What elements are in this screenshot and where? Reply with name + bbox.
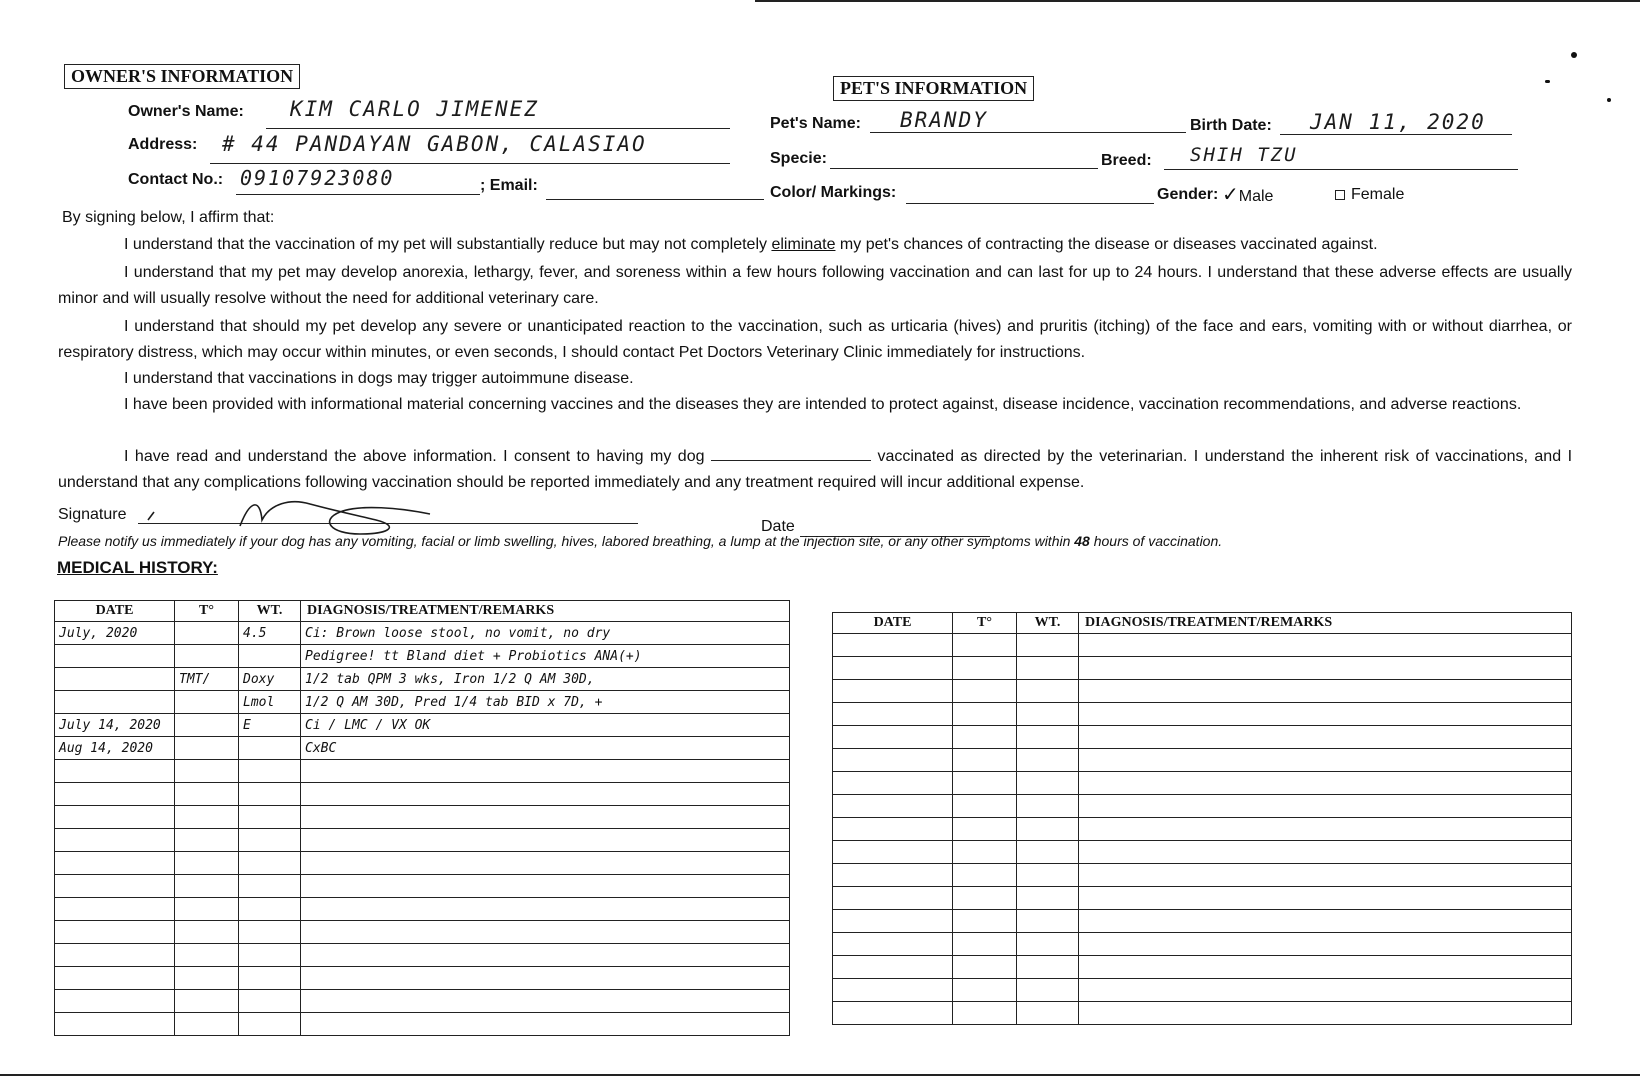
row-weight[interactable] xyxy=(239,967,301,990)
signature-label: Signature xyxy=(58,506,127,523)
row-weight[interactable] xyxy=(1017,818,1079,841)
contact-line xyxy=(236,194,480,195)
pet-info-header: PET'S INFORMATION xyxy=(833,76,1034,101)
row-remarks[interactable] xyxy=(1079,703,1572,726)
col-remarks: DIAGNOSIS/TREATMENT/REMARKS xyxy=(301,601,790,622)
row-weight[interactable] xyxy=(1017,726,1079,749)
table-row[interactable] xyxy=(55,829,790,852)
pet-name-label: Pet's Name: xyxy=(770,115,861,132)
row-temp[interactable] xyxy=(953,680,1017,703)
bottom-rule xyxy=(0,1074,1640,1076)
row-date xyxy=(55,645,175,668)
row-weight xyxy=(239,737,301,760)
female-label: Female xyxy=(1351,186,1405,203)
row-temp[interactable] xyxy=(953,887,1017,910)
row-remarks[interactable] xyxy=(1079,864,1572,887)
row-remarks: CxBC xyxy=(301,737,790,760)
table-row[interactable] xyxy=(833,634,1572,657)
row-temp[interactable] xyxy=(953,726,1017,749)
row-temp xyxy=(175,714,239,737)
row-remarks[interactable] xyxy=(1079,841,1572,864)
row-weight[interactable] xyxy=(1017,864,1079,887)
row-weight[interactable] xyxy=(239,875,301,898)
table-row[interactable] xyxy=(55,714,790,737)
row-temp[interactable] xyxy=(175,852,239,875)
row-temp[interactable] xyxy=(175,806,239,829)
notice-text: Please notify us immediately if your dog has any vomiting, facial or limb swelling, hives, labored breathing, a lump at the injection site, or any other symptoms within xyxy=(58,533,1075,549)
col-date: DATE xyxy=(833,613,953,634)
row-remarks[interactable] xyxy=(301,806,790,829)
breed-label: Breed: xyxy=(1101,152,1152,169)
gender-label: Gender: xyxy=(1157,186,1219,203)
col-remarks: DIAGNOSIS/TREATMENT/REMARKS xyxy=(1079,613,1572,634)
table-header-row xyxy=(833,613,1572,634)
row-remarks: 1/2 tab QPM 3 wks, Iron 1/2 Q AM 30D, xyxy=(301,668,790,691)
consent-paragraph-4: I understand that vaccinations in dogs may trigger autoimmune disease. xyxy=(124,370,634,387)
row-weight xyxy=(239,645,301,668)
row-temp[interactable] xyxy=(175,944,239,967)
table-row[interactable] xyxy=(833,749,1572,772)
table-row[interactable] xyxy=(55,691,790,714)
address-line xyxy=(210,163,730,164)
row-temp[interactable] xyxy=(953,657,1017,680)
row-date[interactable] xyxy=(55,783,175,806)
table-row[interactable] xyxy=(833,680,1572,703)
row-remarks[interactable] xyxy=(1079,657,1572,680)
row-weight[interactable] xyxy=(239,783,301,806)
table-row[interactable] xyxy=(833,910,1572,933)
row-temp[interactable] xyxy=(175,1013,239,1036)
row-date[interactable] xyxy=(833,933,953,956)
row-remarks[interactable] xyxy=(1079,1002,1572,1025)
row-remarks: Pedigree! tt Bland diet + Probiotics ANA(+) xyxy=(301,645,790,668)
table-row[interactable] xyxy=(55,737,790,760)
pet-name-line xyxy=(870,132,1186,133)
row-weight[interactable] xyxy=(1017,910,1079,933)
table-row[interactable] xyxy=(55,852,790,875)
col-weight: WT. xyxy=(1017,613,1079,634)
birth-date-value[interactable]: JAN 11, 2020 xyxy=(1310,110,1486,134)
row-date[interactable] xyxy=(55,944,175,967)
row-date[interactable] xyxy=(55,898,175,921)
birth-date-label: Birth Date: xyxy=(1190,117,1272,134)
row-temp[interactable] xyxy=(175,829,239,852)
row-remarks[interactable] xyxy=(1079,749,1572,772)
row-date[interactable] xyxy=(833,1002,953,1025)
consent-p1-text: I understand that the vaccination of my pet will substantially reduce but may not completely xyxy=(124,236,772,253)
row-date[interactable] xyxy=(833,979,953,1002)
row-remarks[interactable] xyxy=(1079,910,1572,933)
row-weight[interactable] xyxy=(1017,887,1079,910)
row-remarks[interactable] xyxy=(301,829,790,852)
consent-paragraph-3: I understand that should my pet develop any severe or unanticipated reaction to the vaccination, such as urticaria (hives) and pruritis (itching) of the face and ears, vomiting with or without diarrhea, or respiratory distress, which may occur within minutes, or even seconds, I should contact Pet Doctors Veterinary Clinic immediately for instructions. xyxy=(58,318,1572,361)
row-temp: TMT/ xyxy=(175,668,239,691)
table-row[interactable] xyxy=(833,703,1572,726)
row-weight[interactable] xyxy=(1017,634,1079,657)
col-date: DATE xyxy=(55,601,175,622)
address-value[interactable]: # 44 PANDAYAN GABON, CALASIAO xyxy=(222,132,647,156)
row-temp[interactable] xyxy=(953,1002,1017,1025)
consent-paragraph-5: I have been provided with informational material concerning vaccines and the diseases they are intended to protect against, disease incidence, vaccination recommendations, and adverse reactions. xyxy=(124,396,1522,413)
row-remarks[interactable] xyxy=(1079,887,1572,910)
row-remarks: Ci: Brown loose stool, no vomit, no dry xyxy=(301,622,790,645)
row-remarks[interactable] xyxy=(301,875,790,898)
row-date[interactable] xyxy=(833,703,953,726)
row-temp xyxy=(175,622,239,645)
table-row[interactable] xyxy=(55,622,790,645)
row-date[interactable] xyxy=(55,990,175,1013)
row-remarks[interactable] xyxy=(1079,956,1572,979)
row-remarks[interactable] xyxy=(1079,979,1572,1002)
row-remarks[interactable] xyxy=(301,921,790,944)
consent-intro: By signing below, I affirm that: xyxy=(62,209,275,226)
row-weight[interactable] xyxy=(1017,795,1079,818)
row-date[interactable] xyxy=(55,1013,175,1036)
row-date[interactable] xyxy=(55,921,175,944)
row-date xyxy=(55,668,175,691)
row-weight[interactable] xyxy=(239,921,301,944)
row-temp xyxy=(175,737,239,760)
table-row[interactable] xyxy=(55,783,790,806)
consent-paragraph-6 xyxy=(58,444,1572,496)
row-temp[interactable] xyxy=(953,910,1017,933)
row-temp[interactable] xyxy=(175,990,239,1013)
gender-female-option[interactable] xyxy=(1335,186,1404,204)
row-date[interactable] xyxy=(833,818,953,841)
consent-p6-text: I have read and understand the above information. I consent to having my dog xyxy=(124,448,705,465)
ink-dot xyxy=(1607,98,1611,102)
email-label: ; Email: xyxy=(480,177,538,194)
table-row[interactable] xyxy=(55,668,790,691)
consent-p1-tail: my pet's chances of contracting the disease or diseases vaccinated against. xyxy=(835,236,1378,253)
pet-name-value[interactable]: BRANDY xyxy=(900,108,988,132)
row-remarks[interactable] xyxy=(1079,726,1572,749)
row-remarks[interactable] xyxy=(1079,634,1572,657)
table-row[interactable] xyxy=(833,864,1572,887)
row-weight[interactable] xyxy=(1017,772,1079,795)
row-weight[interactable] xyxy=(1017,703,1079,726)
row-temp[interactable] xyxy=(953,933,1017,956)
table-row[interactable] xyxy=(833,818,1572,841)
row-weight: E xyxy=(239,714,301,737)
row-remarks[interactable] xyxy=(301,1013,790,1036)
row-date[interactable] xyxy=(833,841,953,864)
row-date[interactable] xyxy=(55,760,175,783)
row-weight: 4.5 xyxy=(239,622,301,645)
specie-label: Specie: xyxy=(770,150,827,167)
row-temp[interactable] xyxy=(175,875,239,898)
row-date[interactable] xyxy=(55,829,175,852)
color-markings-line[interactable] xyxy=(906,203,1154,204)
row-remarks[interactable] xyxy=(301,783,790,806)
row-date[interactable] xyxy=(833,910,953,933)
row-remarks[interactable] xyxy=(301,898,790,921)
row-weight[interactable] xyxy=(1017,841,1079,864)
row-remarks[interactable] xyxy=(301,990,790,1013)
table-row[interactable] xyxy=(833,933,1572,956)
table-row[interactable] xyxy=(55,944,790,967)
row-weight[interactable] xyxy=(1017,1002,1079,1025)
consent-p6-tail: vaccinated as directed by the veterinarian. I understand the inherent risk of vaccinations, and I understand that any complications following vaccination should be reported immediately and any treatment required will incur additional expense. xyxy=(58,448,1573,491)
row-weight[interactable] xyxy=(1017,680,1079,703)
top-rule xyxy=(755,0,1640,2)
row-temp xyxy=(175,691,239,714)
table-row[interactable] xyxy=(833,657,1572,680)
consent-paragraph-2: I understand that my pet may develop anorexia, lethargy, fever, and soreness within a few hours following vaccination and can last for up to 24 hours. I understand that these adverse effects are usually minor and will usually resolve without the need for additional veterinary care. xyxy=(58,264,1572,307)
table-row[interactable] xyxy=(55,1013,790,1036)
breed-value[interactable]: SHIH TZU xyxy=(1190,144,1298,166)
gender-male-option[interactable] xyxy=(1222,182,1273,207)
table-row[interactable] xyxy=(833,979,1572,1002)
table-row[interactable] xyxy=(833,841,1572,864)
notify-notice xyxy=(58,533,1578,549)
row-date[interactable] xyxy=(55,852,175,875)
table-row[interactable] xyxy=(55,990,790,1013)
table-row[interactable] xyxy=(55,875,790,898)
row-date[interactable] xyxy=(833,772,953,795)
color-markings-label: Color/ Markings: xyxy=(770,184,897,201)
table-row[interactable] xyxy=(833,795,1572,818)
row-temp[interactable] xyxy=(953,634,1017,657)
row-date: July 14, 2020 xyxy=(55,714,175,737)
row-weight[interactable] xyxy=(239,806,301,829)
row-temp[interactable] xyxy=(953,749,1017,772)
owner-name-line xyxy=(266,128,730,129)
row-date: July, 2020 xyxy=(55,622,175,645)
row-remarks[interactable] xyxy=(1079,795,1572,818)
row-remarks[interactable] xyxy=(1079,680,1572,703)
row-temp[interactable] xyxy=(953,772,1017,795)
table-row[interactable] xyxy=(55,645,790,668)
table-row[interactable] xyxy=(833,772,1572,795)
table-row[interactable] xyxy=(55,760,790,783)
row-date[interactable] xyxy=(833,795,953,818)
specie-line[interactable] xyxy=(830,168,1098,169)
ink-dot xyxy=(1545,80,1550,83)
row-weight: Lmol xyxy=(239,691,301,714)
table-row[interactable] xyxy=(833,1002,1572,1025)
date-label: Date xyxy=(761,518,795,535)
row-remarks[interactable] xyxy=(1079,818,1572,841)
row-date[interactable] xyxy=(833,956,953,979)
row-date[interactable] xyxy=(833,680,953,703)
row-remarks[interactable] xyxy=(301,967,790,990)
row-weight[interactable] xyxy=(1017,956,1079,979)
row-date: Aug 14, 2020 xyxy=(55,737,175,760)
table-row[interactable] xyxy=(55,967,790,990)
row-date[interactable] xyxy=(55,967,175,990)
row-weight[interactable] xyxy=(239,760,301,783)
row-date[interactable] xyxy=(833,887,953,910)
owner-name-value[interactable]: KIM CARLO JIMENEZ xyxy=(290,97,539,121)
table-row[interactable] xyxy=(55,806,790,829)
consent-paragraph-1 xyxy=(58,232,1568,258)
row-date[interactable] xyxy=(833,657,953,680)
row-weight[interactable] xyxy=(1017,979,1079,1002)
row-temp[interactable] xyxy=(953,956,1017,979)
row-weight[interactable] xyxy=(239,1013,301,1036)
male-label: Male xyxy=(1238,188,1274,205)
owner-name-label: Owner's Name: xyxy=(128,103,244,120)
row-temp[interactable] xyxy=(953,703,1017,726)
row-remarks[interactable] xyxy=(301,944,790,967)
row-temp[interactable] xyxy=(175,898,239,921)
row-temp[interactable] xyxy=(953,841,1017,864)
table-row[interactable] xyxy=(55,898,790,921)
row-temp[interactable] xyxy=(953,795,1017,818)
medical-history-title: MEDICAL HISTORY: xyxy=(57,558,218,577)
ink-dot xyxy=(1571,52,1577,58)
address-label: Address: xyxy=(128,136,198,153)
medical-history-table-right xyxy=(832,612,1572,1025)
notice-hours: 48 xyxy=(1074,533,1090,549)
row-date[interactable] xyxy=(55,806,175,829)
row-weight[interactable] xyxy=(239,944,301,967)
row-weight[interactable] xyxy=(239,990,301,1013)
checkbox-icon xyxy=(1335,190,1345,200)
row-temp xyxy=(175,645,239,668)
row-weight[interactable] xyxy=(1017,749,1079,772)
row-date[interactable] xyxy=(55,875,175,898)
birth-date-line xyxy=(1280,134,1512,135)
notice-tail: hours of vaccination. xyxy=(1089,533,1223,549)
col-weight: WT. xyxy=(239,601,301,622)
medical-history-table-left xyxy=(54,600,790,1036)
table-row[interactable] xyxy=(833,956,1572,979)
dog-name-blank[interactable] xyxy=(711,446,871,461)
row-remarks[interactable] xyxy=(301,852,790,875)
row-date[interactable] xyxy=(833,726,953,749)
owner-info-header: OWNER'S INFORMATION xyxy=(64,64,300,89)
row-temp[interactable] xyxy=(175,760,239,783)
email-line[interactable] xyxy=(546,199,764,200)
row-weight[interactable] xyxy=(239,898,301,921)
table-header-row xyxy=(55,601,790,622)
row-weight[interactable] xyxy=(1017,933,1079,956)
row-date[interactable] xyxy=(833,634,953,657)
row-remarks: 1/2 Q AM 30D, Pred 1/4 tab BID x 7D, + xyxy=(301,691,790,714)
table-row[interactable] xyxy=(833,887,1572,910)
row-weight[interactable] xyxy=(239,852,301,875)
row-temp[interactable] xyxy=(175,783,239,806)
col-temp: T° xyxy=(175,601,239,622)
row-remarks: Ci / LMC / VX OK xyxy=(301,714,790,737)
row-temp[interactable] xyxy=(175,921,239,944)
row-remarks[interactable] xyxy=(1079,933,1572,956)
row-temp[interactable] xyxy=(953,818,1017,841)
contact-label: Contact No.: xyxy=(128,171,224,188)
row-remarks[interactable] xyxy=(301,760,790,783)
check-mark-icon: ✓ xyxy=(1222,184,1239,206)
row-temp[interactable] xyxy=(953,979,1017,1002)
table-row[interactable] xyxy=(833,726,1572,749)
row-weight: Doxy xyxy=(239,668,301,691)
eliminate-word: eliminate xyxy=(771,236,836,253)
row-temp[interactable] xyxy=(175,967,239,990)
row-weight[interactable] xyxy=(1017,657,1079,680)
row-date xyxy=(55,691,175,714)
row-weight[interactable] xyxy=(239,829,301,852)
row-remarks[interactable] xyxy=(1079,772,1572,795)
table-row[interactable] xyxy=(55,921,790,944)
contact-value[interactable]: 09107923080 xyxy=(240,166,395,190)
row-date[interactable] xyxy=(833,749,953,772)
breed-line xyxy=(1164,169,1518,170)
row-temp[interactable] xyxy=(953,864,1017,887)
row-date[interactable] xyxy=(833,864,953,887)
col-temp: T° xyxy=(953,613,1017,634)
